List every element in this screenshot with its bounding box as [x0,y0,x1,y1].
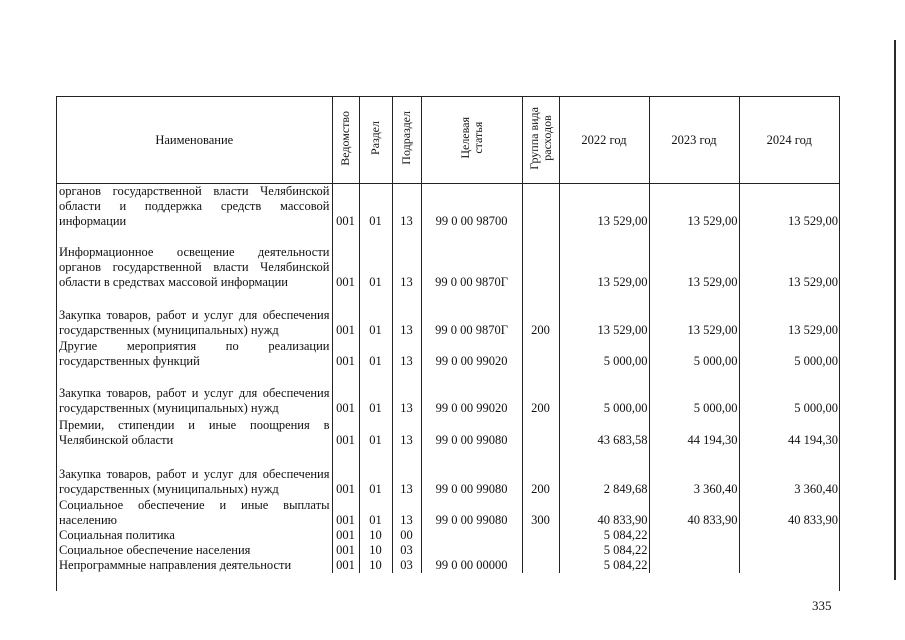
row-subsection: 13 [392,448,421,497]
row-2022: 43 683,58 [559,416,649,448]
row-2023: 44 194,30 [649,416,739,448]
row-2024: 3 360,40 [794,482,838,496]
row-name: Информационное освещение деятельности органов государственной власти Челябинской области в средствах массовой информации [57,229,332,290]
header-dept-label: Ведомство [338,110,352,166]
row-name: Закупка товаров, работ и услуг для обеспечения государственных (муниципальных) нужд [57,369,332,416]
table-row [57,184,839,230]
row-dept: 001 [332,338,359,369]
table-row [57,416,839,448]
row-2024 [739,543,839,558]
row-2022: 13 529,00 [559,290,649,338]
row-section: 01 [359,184,392,230]
row-target: 99 0 00 99020 [421,338,522,369]
row-section: 01 [359,290,392,338]
row-2022: 13 529,00 [559,229,649,290]
row-name: Социальное обеспечение и иные выплаты населению [57,497,332,528]
row-2024: 44 194,30 [788,433,838,447]
table-row [57,558,839,573]
row-target: 99 0 00 00000 [421,558,522,573]
row-2024: 5 000,00 [794,401,838,415]
row-2022: 5 084,22 [559,558,649,573]
header-subsection-label: Подраздел [399,111,413,165]
row-target: 99 0 00 99080 [421,448,522,497]
table-row [57,528,839,543]
row-group: 200 [522,448,559,497]
header-expense-group-label: Группа вида расходов [526,106,554,170]
row-group [522,338,559,369]
row-subsection: 13 [392,416,421,448]
row-2023: 40 833,90 [649,497,739,528]
table-row [57,448,839,497]
row-2023: 5 000,00 [649,369,739,416]
row-2023 [649,543,739,558]
table-header-row [57,97,839,184]
row-subsection: 13 [392,184,421,230]
budget-table [57,97,839,573]
row-dept: 001 [332,528,359,543]
header-target [421,97,522,184]
header-target-label: Целевая статья [457,117,485,159]
row-dept: 001 [332,558,359,573]
row-dept: 001 [332,497,359,528]
row-2022: 13 529,00 [559,184,649,230]
row-dept: 001 [332,184,359,230]
row-group [522,543,559,558]
row-name: Другие мероприятия по реализации государственных функций [57,338,332,369]
row-2023: 13 529,00 [649,290,739,338]
row-2024: 13 529,00 [788,323,838,337]
page-number: 335 [812,598,832,613]
row-2023: 5 000,00 [649,338,739,369]
row-2024: 13 529,00 [788,214,838,228]
row-section: 01 [359,229,392,290]
header-2023: 2023 год [649,97,739,184]
row-2022: 5 000,00 [559,369,649,416]
table-row [57,543,839,558]
row-section: 01 [359,369,392,416]
header-2022: 2022 год [559,97,649,184]
table-row [57,338,839,369]
row-section: 10 [359,528,392,543]
row-group [522,558,559,573]
header-section [359,97,392,184]
table-row [57,229,839,290]
row-2024: 40 833,90 [788,513,838,527]
row-dept: 001 [332,416,359,448]
row-group [522,229,559,290]
row-dept: 001 [332,448,359,497]
row-target: 99 0 00 9870Г [421,290,522,338]
row-group: 200 [522,290,559,338]
row-section: 01 [359,338,392,369]
row-2022: 2 849,68 [559,448,649,497]
row-dept: 001 [332,290,359,338]
header-subsection [392,97,421,184]
table-row [57,369,839,416]
row-section: 10 [359,558,392,573]
row-2022: 5 084,22 [559,543,649,558]
row-group [522,416,559,448]
row-subsection: 13 [392,497,421,528]
row-subsection: 13 [392,290,421,338]
row-2023: 13 529,00 [649,184,739,230]
row-target [421,543,522,558]
row-name: органов государственной власти Челябинской области и поддержка средств массовой информации [57,184,332,230]
row-subsection: 13 [392,229,421,290]
row-subsection: 03 [392,543,421,558]
row-name: Закупка товаров, работ и услуг для обеспечения государственных (муниципальных) нужд [57,448,332,497]
row-subsection: 00 [392,528,421,543]
row-dept: 001 [332,369,359,416]
row-group: 300 [522,497,559,528]
row-2024: 13 529,00 [788,275,838,289]
row-2024 [739,558,839,573]
row-2023 [649,558,739,573]
row-name: Непрограммные направления деятельности [57,558,332,573]
row-section: 01 [359,448,392,497]
row-2024: 5 000,00 [794,354,838,368]
row-group [522,184,559,230]
row-group [522,528,559,543]
header-name: Наименование [57,97,332,184]
header-dept [332,97,359,184]
row-subsection: 13 [392,338,421,369]
row-dept: 001 [332,229,359,290]
row-name: Премии, стипендии и иные поощрения в Челябинской области [57,416,332,448]
budget-table-frame [56,96,840,591]
row-target: 99 0 00 98700 [421,184,522,230]
row-section: 01 [359,497,392,528]
row-group: 200 [522,369,559,416]
row-target: 99 0 00 99080 [421,416,522,448]
row-section: 10 [359,543,392,558]
row-2022: 5 000,00 [559,338,649,369]
row-name: Закупка товаров, работ и услуг для обеспечения государственных (муниципальных) нужд [57,290,332,338]
row-name: Социальное обеспечение населения [57,543,332,558]
row-name: Социальная политика [57,528,332,543]
row-section: 01 [359,416,392,448]
row-2023: 3 360,40 [649,448,739,497]
header-section-label: Раздел [368,121,382,155]
row-2024 [739,528,839,543]
row-2022: 40 833,90 [559,497,649,528]
row-subsection: 03 [392,558,421,573]
scan-edge-mark [894,40,896,580]
header-expense-group [522,97,559,184]
table-row [57,497,839,528]
table-row [57,290,839,338]
row-subsection: 13 [392,369,421,416]
row-2023 [649,528,739,543]
row-target: 99 0 00 9870Г [421,229,522,290]
row-target: 99 0 00 99080 [421,497,522,528]
row-dept: 001 [332,543,359,558]
header-2024: 2024 год [739,97,839,184]
row-2022: 5 084,22 [559,528,649,543]
row-target: 99 0 00 99020 [421,369,522,416]
row-2023: 13 529,00 [649,229,739,290]
row-target [421,528,522,543]
